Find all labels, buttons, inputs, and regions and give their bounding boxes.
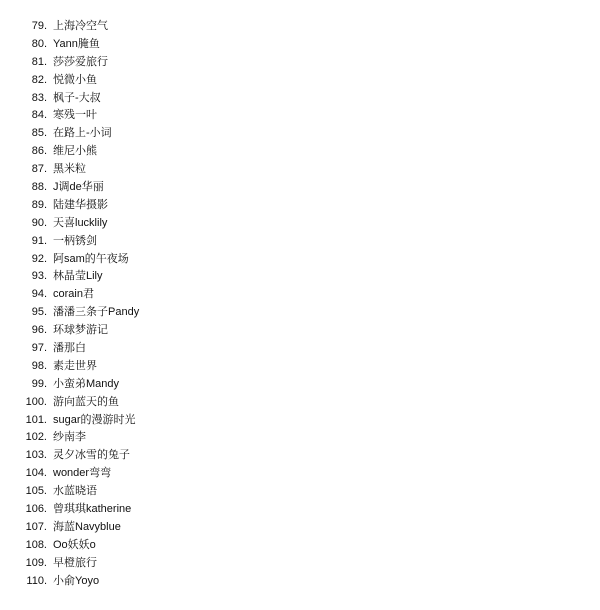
item-number: 108. xyxy=(25,538,47,551)
item-name: 曾琪琪katherine xyxy=(53,503,132,516)
item-name: 陆建华摄影 xyxy=(53,198,108,211)
list-item xyxy=(0,429,600,447)
list-item xyxy=(0,412,600,430)
list-item xyxy=(0,251,600,269)
item-name: J调de华丽 xyxy=(53,181,104,194)
list-item xyxy=(0,72,600,90)
item-number: 94. xyxy=(31,288,47,301)
list-item xyxy=(0,143,600,161)
item-number: 96. xyxy=(31,324,47,337)
item-number: 95. xyxy=(31,306,47,319)
item-number: 100. xyxy=(25,395,47,408)
item-name: 环球梦游记 xyxy=(53,324,108,337)
item-number: 80. xyxy=(31,37,47,50)
item-number: 83. xyxy=(31,91,47,104)
item-name: 海蓝Navyblue xyxy=(53,520,121,533)
list-item xyxy=(0,322,600,340)
list-item xyxy=(0,286,600,304)
item-number: 87. xyxy=(31,163,47,176)
item-name: wonder弯弯 xyxy=(53,467,112,480)
item-name: 寒残一叶 xyxy=(53,109,97,122)
item-name: 潘潘三条子Pandy xyxy=(53,306,140,319)
item-number: 107. xyxy=(25,520,47,533)
item-name: corain君 xyxy=(53,288,94,301)
list-item xyxy=(0,90,600,108)
item-number: 105. xyxy=(25,485,47,498)
item-name: Oo妖妖o xyxy=(53,538,96,551)
item-number: 90. xyxy=(31,216,47,229)
list-item xyxy=(0,394,600,412)
list-item xyxy=(0,519,600,537)
list-item xyxy=(0,36,600,54)
list-item xyxy=(0,483,600,501)
item-number: 81. xyxy=(31,55,47,68)
item-name: 纱南李 xyxy=(53,431,86,444)
item-name: 黑米粒 xyxy=(53,163,86,176)
item-name: sugar的漫游时光 xyxy=(53,413,136,426)
list-item xyxy=(0,573,600,591)
list-item xyxy=(0,304,600,322)
list-item xyxy=(0,18,600,36)
item-number: 101. xyxy=(25,413,47,426)
list-item xyxy=(0,107,600,125)
list-item xyxy=(0,447,600,465)
item-number: 93. xyxy=(31,270,47,283)
item-name: 游向蓝天的鱼 xyxy=(53,395,119,408)
item-name: 悦微小鱼 xyxy=(53,73,97,86)
item-name: 莎莎爱旅行 xyxy=(53,55,108,68)
list-item xyxy=(0,465,600,483)
list-item xyxy=(0,125,600,143)
item-number: 99. xyxy=(31,377,47,390)
item-name: 枫子-大叔 xyxy=(53,91,101,104)
item-name: 灵夕冰雪的兔子 xyxy=(53,449,130,462)
list-item xyxy=(0,501,600,519)
item-number: 79. xyxy=(31,20,47,32)
item-number: 104. xyxy=(25,467,47,480)
item-number: 91. xyxy=(31,234,47,247)
item-name: 阿sam的午夜场 xyxy=(53,252,129,265)
item-name: 潘那白 xyxy=(53,342,86,355)
item-name: 早橙旅行 xyxy=(53,556,97,569)
item-number: 92. xyxy=(31,252,47,265)
item-name: Yann腌鱼 xyxy=(53,37,100,50)
list-item xyxy=(0,233,600,251)
item-number: 110. xyxy=(26,574,47,587)
item-number: 86. xyxy=(31,145,47,158)
list-item xyxy=(0,358,600,376)
item-name: 水蓝晓语 xyxy=(53,485,97,498)
list-item xyxy=(0,376,600,394)
item-number: 85. xyxy=(31,127,47,140)
item-name: 在路上-小词 xyxy=(53,127,112,140)
item-number: 103. xyxy=(25,449,47,462)
item-name: 上海冷空气 xyxy=(53,20,108,32)
item-number: 97. xyxy=(31,342,47,355)
list-item xyxy=(0,215,600,233)
list-item xyxy=(0,340,600,358)
list-item xyxy=(0,179,600,197)
item-number: 82. xyxy=(31,73,47,86)
list-item xyxy=(0,555,600,573)
item-number: 109. xyxy=(25,556,47,569)
item-name: 小俞Yoyo xyxy=(53,574,100,587)
list-item xyxy=(0,537,600,555)
list-item xyxy=(0,54,600,72)
name-list xyxy=(0,18,600,591)
item-number: 102. xyxy=(25,431,47,444)
item-name: 天喜lucklily xyxy=(53,216,108,229)
list-item xyxy=(0,161,600,179)
list-item xyxy=(0,268,600,286)
item-number: 84. xyxy=(31,109,47,122)
item-number: 88. xyxy=(31,181,47,194)
item-number: 98. xyxy=(31,359,47,372)
list-item xyxy=(0,197,600,215)
item-number: 89. xyxy=(31,198,47,211)
item-name: 小蛮弟Mandy xyxy=(53,377,120,390)
item-name: 维尼小熊 xyxy=(53,145,97,158)
item-name: 素走世界 xyxy=(53,359,97,372)
item-name: 林晶莹Lily xyxy=(53,270,103,283)
item-number: 106. xyxy=(25,503,47,516)
item-name: 一柄锈剑 xyxy=(53,234,97,247)
